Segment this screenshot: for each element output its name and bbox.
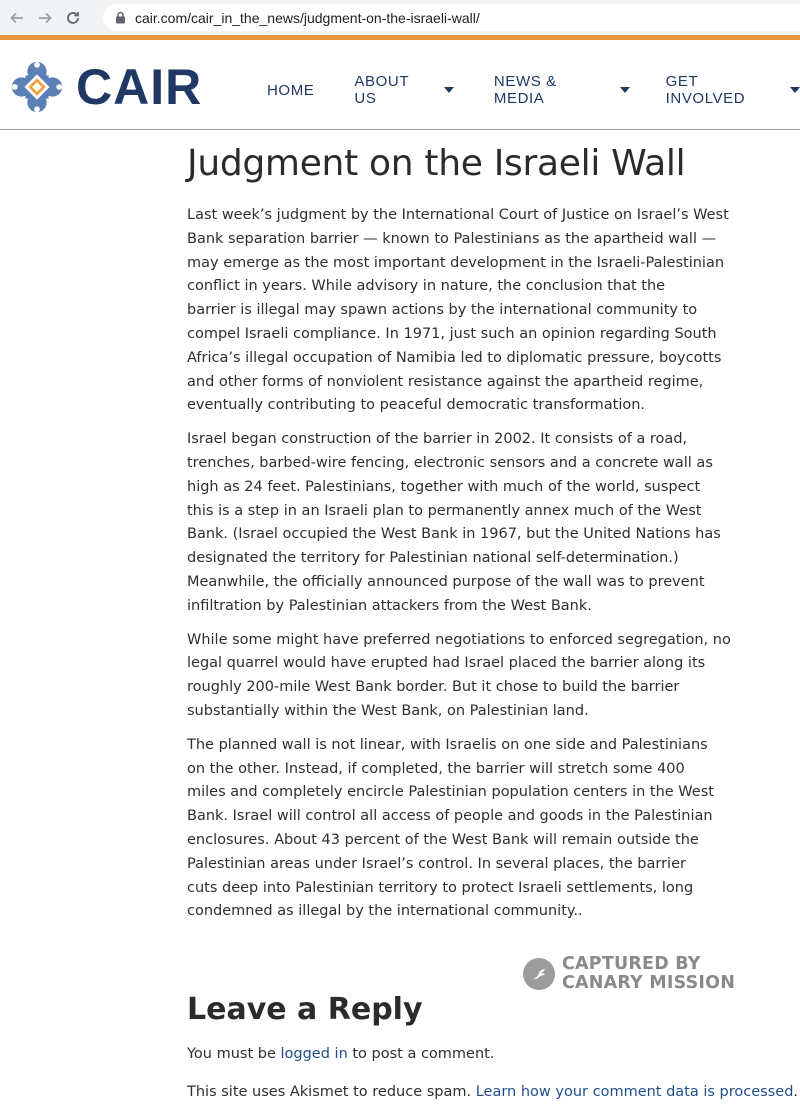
back-button[interactable]	[6, 7, 28, 29]
caret-down-icon	[444, 87, 454, 93]
logo-wordmark: CAIR	[76, 59, 203, 115]
site-logo[interactable]	[8, 58, 202, 116]
nav-home[interactable]	[267, 82, 314, 99]
reload-icon	[65, 10, 81, 26]
paragraph-line: Meanwhile, the officially announced purpose of the wall was to prevent	[187, 573, 705, 590]
paragraph-line: substantially within the West Bank, on Palestinian land.	[187, 702, 589, 719]
login-notice	[187, 1043, 787, 1065]
nav-get-involved-label: GET INVOLVED	[665, 73, 746, 107]
paragraph-line: roughly 200-mile West Bank border. But it chose to build the barrier	[187, 679, 680, 696]
browser-toolbar	[0, 0, 800, 35]
paragraph-line: conflict in years. While advisory in nature, the conclusion that the	[187, 278, 666, 295]
paragraph-line: barrier is illegal may spawn actions by the international community to	[187, 302, 698, 319]
watermark-text	[562, 955, 735, 993]
address-bar[interactable]	[103, 4, 800, 31]
caret-down-icon	[790, 87, 800, 93]
paragraph-line: miles and completely encircle Palestinian population centers in the West	[187, 784, 714, 801]
canary-mission-watermark	[523, 955, 735, 993]
url-text: cair.com/cair_in_the_news/judgment-on-the-israeli-wall/	[135, 9, 480, 26]
caret-down-icon	[620, 87, 630, 93]
paragraph-line: Last week’s judgment by the International Court of Justice on Israel’s West	[187, 207, 729, 223]
watermark-line-2: CANARY MISSION	[562, 973, 736, 993]
nav-about-us[interactable]	[354, 73, 454, 107]
paragraph-line: infiltration by Palestinian attackers from the West Bank.	[187, 597, 592, 614]
reload-button[interactable]	[62, 7, 84, 29]
nav-news-media[interactable]	[494, 73, 630, 107]
paragraph-line: Bank. Israel will control all access of people and goods in the Palestinian	[187, 808, 713, 825]
forward-arrow-icon	[37, 10, 53, 26]
paragraph-line: this is a step in an Israeli plan to permanently annex much of the West	[187, 502, 702, 519]
akismet-notice-suffix: .	[793, 1084, 799, 1100]
login-notice-suffix: to post a comment.	[347, 1046, 495, 1062]
paragraph-line: on the other. Instead, if completed, the barrier will stretch some 400	[187, 760, 685, 777]
article-title: Judgment on the Israeli Wall	[187, 143, 686, 184]
akismet-notice-prefix: This site uses Akismet to reduce spam.	[187, 1084, 476, 1100]
paragraph-line: enclosures. About 43 percent of the West Bank will remain outside the	[187, 831, 699, 848]
comment-reply-section	[187, 990, 799, 1103]
paragraph-line: Africa’s illegal occupation of Namibia led to diplomatic pressure, boycotts	[187, 349, 722, 366]
main-navigation	[267, 73, 800, 107]
paragraph-line: high as 24 feet. Palestinians, together with much of the world, suspect	[187, 478, 701, 495]
paragraph-line: Israel began construction of the barrier in 2002. It consists of a road,	[187, 431, 688, 448]
nav-about-us-label: ABOUT US	[354, 73, 409, 107]
paragraph-line: cuts deep into Palestinian territory to protect Israeli settlements, long	[187, 879, 694, 896]
logged-in-link[interactable]: logged in	[280, 1046, 348, 1062]
login-notice-prefix: You must be	[187, 1046, 281, 1062]
lock-icon	[115, 11, 127, 25]
article	[187, 140, 747, 934]
paragraph-line: eventually contributing to peaceful democratic transformation.	[187, 397, 646, 414]
article-body	[187, 204, 747, 924]
paragraph-line: The planned wall is not linear, with Israelis on one side and Palestinians	[187, 736, 708, 753]
paragraph-line: and other forms of nonviolent resistance against the apartheid regime,	[187, 373, 704, 390]
nav-home-label: HOME	[267, 81, 315, 99]
akismet-privacy-link[interactable]: Learn how your comment data is processed	[475, 1084, 794, 1100]
paragraph-line: designated the territory for Palestinian national self-determination.)	[187, 550, 679, 567]
article-paragraph	[187, 428, 732, 618]
akismet-notice	[187, 1081, 799, 1103]
paragraph-line: condemned as illegal by the international community..	[187, 903, 583, 920]
paragraph-line: trenches, barbed-wire fencing, electronic sensors and a concrete wall as	[187, 454, 713, 471]
paragraph-line: legal quarrel would have erupted had Israel placed the barrier along its	[187, 655, 706, 672]
paragraph-line: While some might have preferred negotiations to enforced segregation, no	[187, 631, 731, 648]
paragraph-line: Bank separation barrier — known to Palestinians as the apartheid wall —	[187, 230, 717, 247]
article-paragraph	[187, 734, 732, 924]
reply-title: Leave a Reply	[187, 992, 423, 1027]
nav-news-media-label: NEWS & MEDIA	[493, 73, 557, 107]
cair-logo-mark-icon	[8, 58, 66, 116]
back-arrow-icon	[9, 10, 25, 26]
canary-mission-icon	[523, 958, 555, 990]
article-paragraph	[187, 204, 732, 418]
site-header	[0, 40, 800, 130]
article-paragraph	[187, 629, 732, 724]
paragraph-line: Palestinian areas under Israel’s control. In several places, the barrier	[187, 855, 686, 872]
watermark-line-1: CAPTURED BY	[562, 954, 701, 974]
nav-get-involved[interactable]	[666, 73, 800, 107]
paragraph-line: compel Israeli compliance. In 1971, just such an opinion regarding South	[187, 325, 717, 342]
paragraph-line: may emerge as the most important development in the Israeli-Palestinian	[187, 254, 725, 271]
paragraph-line: Bank. (Israel occupied the West Bank in 1967, but the United Nations has	[187, 526, 721, 543]
forward-button[interactable]	[34, 7, 56, 29]
